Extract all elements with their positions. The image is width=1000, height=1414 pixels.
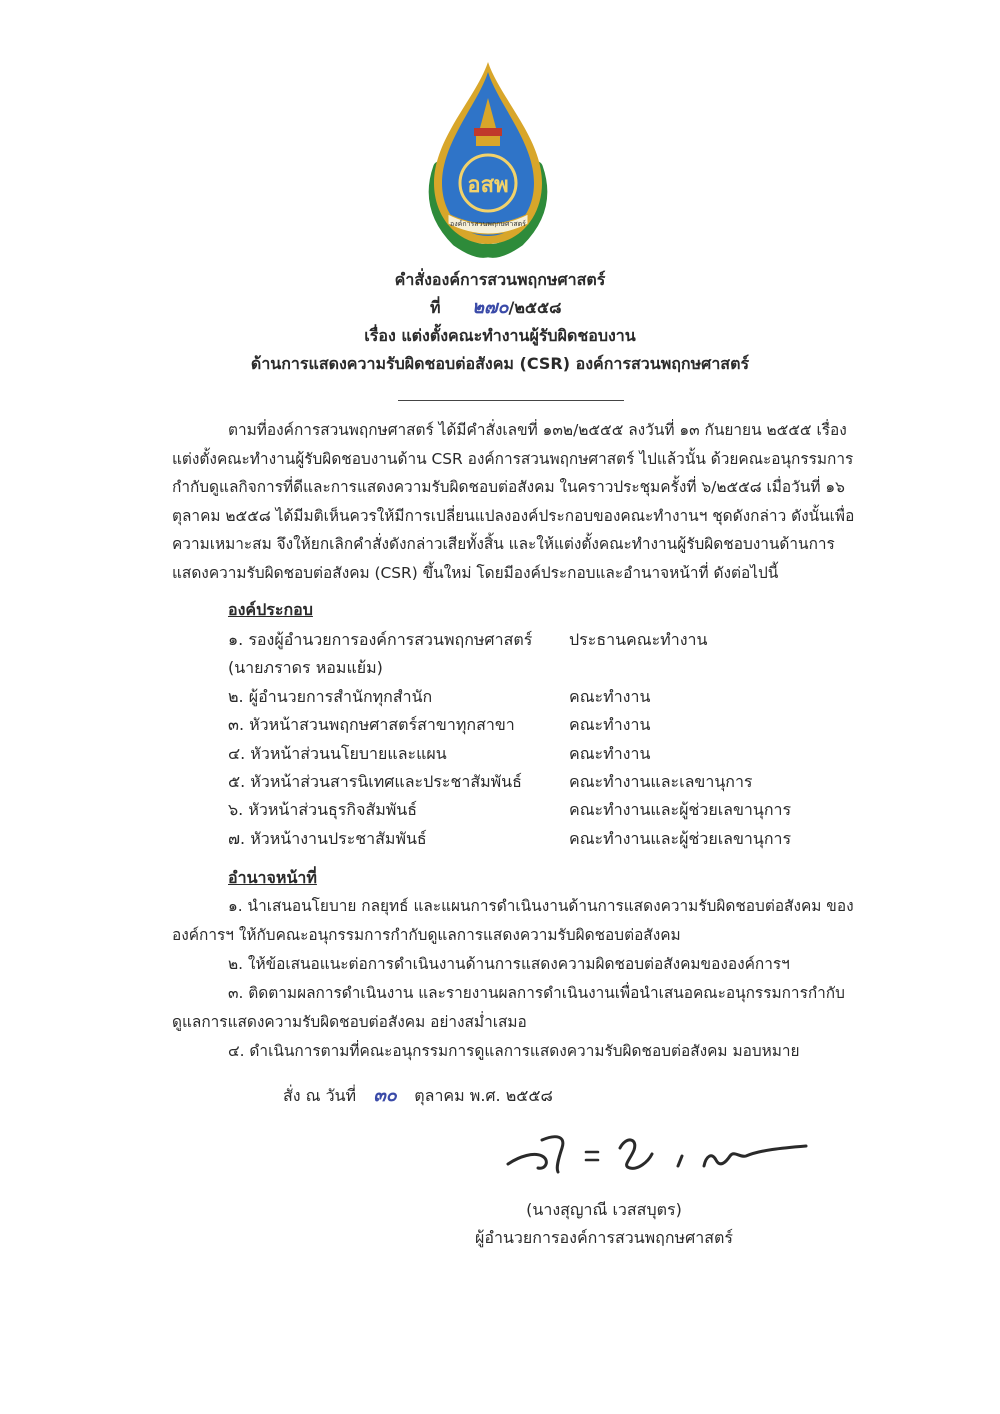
intro-line-4: ตุลาคม ๒๕๕๘ ได้มีมติเห็นควรให้มีการเปลี่ยนแปลงองค์ประกอบของคณะทำงานฯ ชุดดังกล่าว ดังนั้นเพื่อ xyxy=(172,506,855,525)
member-role: คณะทำงาน xyxy=(569,715,651,735)
member-name: ๑. รองผู้อำนวยการองค์การสวนพฤกษศาสตร์ xyxy=(228,630,533,649)
member-row xyxy=(228,656,848,684)
duty-1-line-2: องค์การฯ ให้กับคณะอนุกรรมการกำกับดูแลการแสดงความรับผิดชอบต่อสังคม xyxy=(172,926,681,944)
duty-1-line-1: ๑. นำเสนอนโยบาย กลยุทธ์ และแผนการดำเนินงานด้านการแสดงความรับผิดชอบต่อสังคม ของ xyxy=(228,897,854,915)
order-number-label: ที่ xyxy=(430,298,441,317)
member-name: ๕. หัวหน้าส่วนสารนิเทศและประชาสัมพันธ์ xyxy=(228,771,522,791)
intro-paragraph xyxy=(172,416,868,588)
order-number-suffix: /๒๕๕๘ xyxy=(508,298,562,317)
member-row xyxy=(228,628,848,656)
duties-heading: อำนาจหน้าที่ xyxy=(228,868,317,887)
member-name: ๓. หัวหน้าสวนพฤกษศาสตร์สาขาทุกสาขา xyxy=(228,715,515,735)
intro-line-6: แสดงความรับผิดชอบต่อสังคม (CSR) ขึ้นใหม่ โดยมีองค์ประกอบและอำนาจหน้าที่ ดังต่อไปนี้ xyxy=(172,563,779,582)
member-role: ประธานคณะทำงาน xyxy=(569,630,708,649)
order-number-handwritten: ๒๗๐ xyxy=(472,297,509,318)
issued-prefix: สั่ง ณ วันที่ xyxy=(283,1086,357,1105)
member-name: (นายภราดร หอมแย้ม) xyxy=(228,658,383,678)
member-name: ๒. ผู้อำนวยการสำนักทุกสำนัก xyxy=(228,686,433,706)
member-row xyxy=(228,798,848,826)
member-row xyxy=(228,742,848,770)
header-divider xyxy=(398,400,624,401)
member-role: คณะทำงานและผู้ช่วยเลขานุการ xyxy=(569,828,792,848)
composition-heading: องค์ประกอบ xyxy=(228,600,313,619)
member-row xyxy=(228,713,848,741)
order-title: คำสั่งองค์การสวนพฤกษศาสตร์ xyxy=(394,270,606,289)
intro-line-2: แต่งตั้งคณะทำงานผู้รับผิดชอบงานด้าน CSR องค์การสวนพฤกษศาสตร์ ไปแล้วนั้น ด้วยคณะอนุกรรมการ xyxy=(172,449,854,468)
member-role: คณะทำงาน xyxy=(569,743,651,763)
logo-monogram: อสพ xyxy=(467,173,509,198)
issued-suffix: ตุลาคม พ.ศ. ๒๕๕๘ xyxy=(414,1086,553,1105)
intro-line-5: ความเหมาะสม จึงให้ยกเลิกคำสั่งดังกล่าวเสียทั้งสิ้น และให้แต่งตั้งคณะทำงานผู้รับผิดชอบงานด้านการ xyxy=(172,535,835,554)
member-role: คณะทำงานและเลขานุการ xyxy=(569,771,753,791)
member-row xyxy=(228,770,848,798)
member-row xyxy=(228,685,848,713)
order-number-row xyxy=(430,298,630,318)
subject-line-2: ด้านการแสดงความรับผิดชอบต่อสังคม (CSR) องค์การสวนพฤกษศาสตร์ xyxy=(250,354,750,373)
member-name: ๖. หัวหน้าส่วนธุรกิจสัมพันธ์ xyxy=(228,800,417,820)
member-name: ๗. หัวหน้างานประชาสัมพันธ์ xyxy=(228,828,427,848)
logo-ribbon-text: องค์การสวนพฤกษศาสตร์ xyxy=(450,220,526,228)
issued-day-handwritten: ๓๐ xyxy=(373,1085,397,1106)
member-role: คณะทำงาน xyxy=(569,686,651,706)
signer-position: ผู้อำนวยการองค์การสวนพฤกษศาสตร์ xyxy=(475,1228,733,1247)
signature xyxy=(500,1122,810,1182)
duty-3-line-2: ดูแลการแสดงความรับผิดชอบต่อสังคม อย่างสม่ำเสมอ xyxy=(172,1013,527,1031)
duty-4: ๔. ดำเนินการตามที่คณะอนุกรรมการดูแลการแสดงความรับผิดชอบต่อสังคม มอบหมาย xyxy=(228,1042,800,1060)
member-name: ๔. หัวหน้าส่วนนโยบายและแผน xyxy=(228,743,447,763)
duty-2: ๒. ให้ข้อเสนอแนะต่อการดำเนินงานด้านการแสดงความผิดชอบต่อสังคมขององค์การฯ xyxy=(228,955,790,973)
issued-date xyxy=(283,1086,553,1106)
duty-3-line-1: ๓. ติดตามผลการดำเนินงาน และรายงานผลการดำเนินงานเพื่อนำเสนอคณะอนุกรรมการกำกับ xyxy=(228,984,845,1002)
organization-logo xyxy=(418,58,558,258)
intro-line-3: กำกับดูแลกิจการที่ดีและการแสดงความรับผิดชอบต่อสังคม ในคราวประชุมครั้งที่ ๖/๒๕๕๘ เมื่อวันที่ ๑๖ xyxy=(172,478,845,497)
member-row xyxy=(228,827,848,855)
member-role: คณะทำงานและผู้ช่วยเลขานุการ xyxy=(569,800,792,820)
subject-line-1: เรื่อง แต่งตั้งคณะทำงานผู้รับผิดชอบงาน xyxy=(364,326,636,345)
duties-list xyxy=(172,892,868,1066)
intro-line-1: ตามที่องค์การสวนพฤกษศาสตร์ ได้มีคำสั่งเลขที่ ๑๓๒/๒๕๕๕ ลงวันที่ ๑๓ กันยายน ๒๕๕๕ เรื่อง xyxy=(228,421,847,439)
composition-list xyxy=(228,628,848,855)
signer-name: (นางสุญาณี เวสสบุตร) xyxy=(526,1200,682,1219)
